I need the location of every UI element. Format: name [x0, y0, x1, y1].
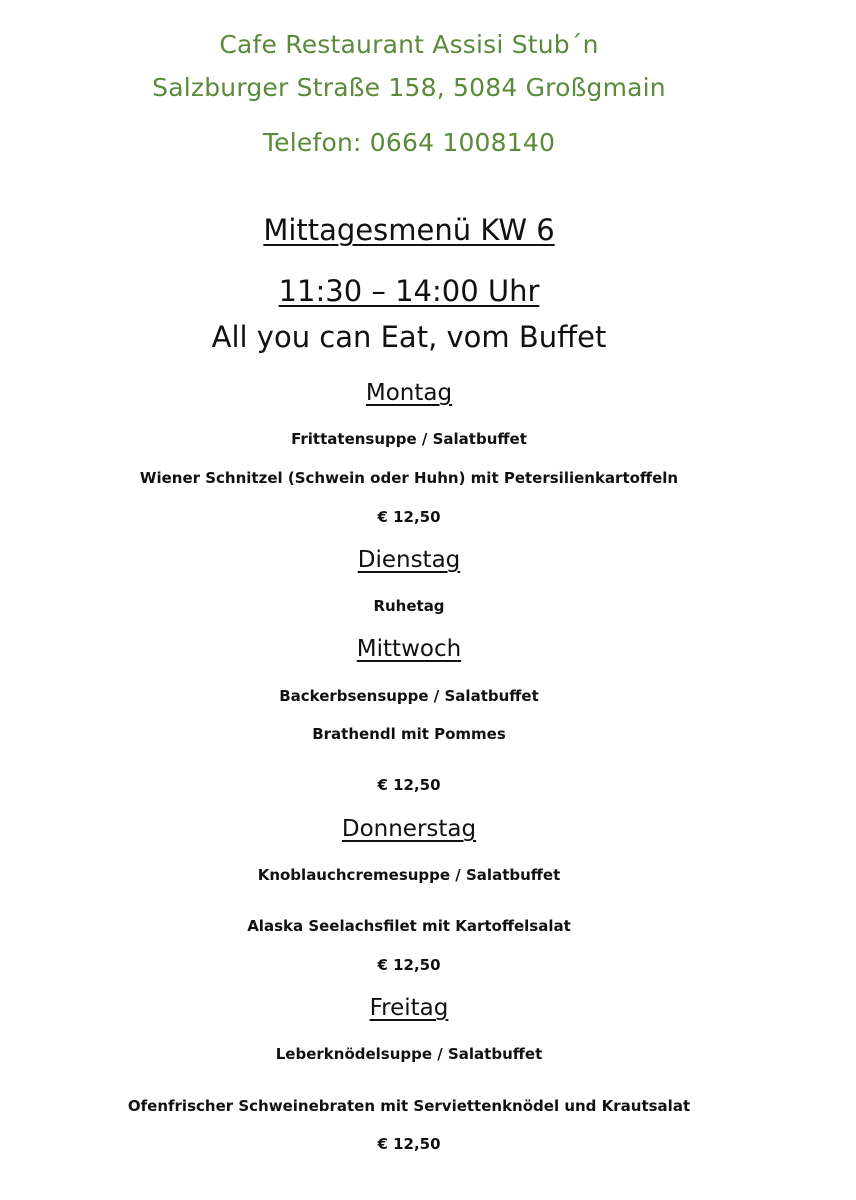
- menu-title: Mittagesmenü KW 6: [263, 213, 555, 247]
- mittwoch-soup: Backerbsensuppe / Salatbuffet: [279, 687, 539, 705]
- donnerstag-main: Alaska Seelachsfilet mit Kartoffelsalat: [247, 917, 571, 935]
- montag-main: Wiener Schnitzel (Schwein oder Huhn) mit Petersilienkartoffeln: [139, 469, 679, 487]
- freitag-soup: Leberknödelsuppe / Salatbuffet: [275, 1045, 543, 1063]
- montag-price: € 12,50: [377, 508, 441, 526]
- day-heading-montag: Montag: [365, 380, 453, 406]
- donnerstag-soup: Knoblauchcremesuppe / Salatbuffet: [257, 866, 561, 884]
- freitag-main: Ofenfrischer Schweinebraten mit Serviettenknödel und Krautsalat: [127, 1097, 691, 1115]
- restaurant-name: Cafe Restaurant Assisi Stub´n: [219, 30, 599, 59]
- restaurant-address: Salzburger Straße 158, 5084 Großgmain: [152, 73, 666, 102]
- donnerstag-price: € 12,50: [377, 956, 441, 974]
- menu-hours: 11:30 – 14:00 Uhr: [278, 274, 540, 308]
- restaurant-phone: Telefon: 0664 1008140: [262, 128, 556, 157]
- day-heading-dienstag: Dienstag: [357, 547, 461, 573]
- montag-soup: Frittatensuppe / Salatbuffet: [291, 430, 527, 448]
- mittwoch-price: € 12,50: [377, 776, 441, 794]
- day-heading-mittwoch: Mittwoch: [356, 636, 462, 662]
- mittwoch-main: Brathendl mit Pommes: [312, 725, 506, 743]
- dienstag-note: Ruhetag: [373, 597, 445, 615]
- freitag-price: € 12,50: [377, 1135, 441, 1153]
- menu-subtitle: All you can Eat, vom Buffet: [211, 320, 607, 354]
- day-heading-freitag: Freitag: [369, 995, 449, 1021]
- day-heading-donnerstag: Donnerstag: [341, 816, 477, 842]
